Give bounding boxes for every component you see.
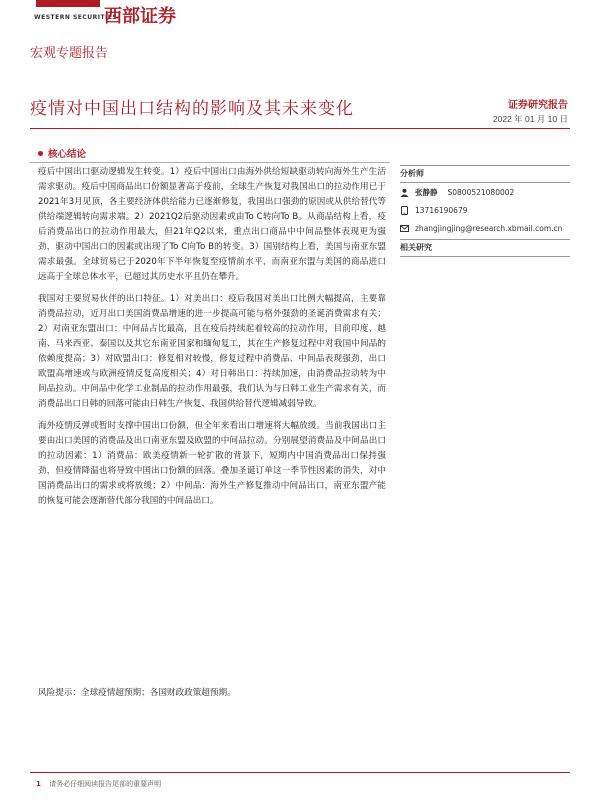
analyst-email[interactable]: zhangjingjing@research.xbmail.com.cn xyxy=(415,223,563,233)
analyst-phone: 13716190679 xyxy=(415,205,468,215)
logo-bar xyxy=(36,0,100,7)
footer-disclaimer: 请务必仔细阅读报告尾部的重要声明 xyxy=(49,780,162,788)
section-title: 核心结论 xyxy=(48,149,87,160)
logo-text-en: WESTERN SECURITIES xyxy=(34,14,118,21)
mail-icon xyxy=(400,224,409,233)
footer-divider xyxy=(30,772,570,773)
footer xyxy=(36,779,161,789)
sidebar xyxy=(400,165,570,257)
person-icon xyxy=(400,188,409,197)
paragraph: 我国对主要贸易伙伴的出口特征。1）对美出口：疫后我国对美出口比例大幅提高，主要靠消费品拉动，近月出口美国消费品增速的进一步提高可能与格外强劲的圣诞消费需求有关；2）对南亚东盟出口：中间品占比最高，且在疫后持续起着较高的拉动作用，目前印度、越南、马来西亚、泰国以及其它东南亚国家和缅甸复工，其在生产修复过程中对我国中间品的依赖度提高；3）对欧盟出口：修复相对较慢，修复过程中消费品、中间品表现强劲，出口欧盟高增速或与欧洲疫情反复高度相关；4）对日韩出口：持续加速，由消费品拉动转为中间品拉动。中间品中化学工业制品的拉动作用最强，我们认为与日韩工业生产需求有关，而消费品出口日韩的回落可能由日韩生产恢复、我国供给替代逻辑减弱导致。 xyxy=(38,294,386,409)
page-title: 疫情对中国出口结构的影响及其未来变化 xyxy=(30,99,354,119)
divider xyxy=(30,128,570,129)
analyst-heading: 分析师 xyxy=(400,169,424,178)
logo-text-cn: 西部证券 xyxy=(104,6,176,27)
paragraph: 海外疫情反弹或暂时支撑中国出口份额，但全年来看出口增速将大幅放缓。当前我国出口主要由出口美国的消费品及出口南亚东盟及欧盟的中间品拉动。分别展望消费品及中间品出口的拉动因素：1）消费品：欧美疫情新一轮扩散的背景下，短期内中国消费品出口保持强劲，但疫情降温也将导致中国出口份额的回落。叠加圣诞订单这一季节性因素的消失，对中国消费品出口的需求或将放缓；2）中间品：海外生产修复推动中间品出口，南亚东盟产能的恢复可能会逐渐替代部分我国的中间品出口。 xyxy=(38,421,386,506)
paragraph: 疫后中国出口驱动逻辑发生转变。1）疫后中国出口由海外供给短缺驱动转向海外生产生活需求驱动。疫后中国商品出口份额显著高于疫前，全球生产恢复对我国出口的拉动作用已于2021年3月见顶，各主要经济体供给能力已逐渐修复，我国出口强劲的原因或从供给替代等供给端逻辑转向需求端。2）2021Q2后驱动因素或由To C转向To B。从商品结构上看，疫后消费品出口的拉动作用最大，但21年Q2以来，重点出口商品中中间品整体表现更为强劲，驱动中国出口的因素或出现了To C向To B的转变。3）国别结构上看，美国与南亚东盟需求最强。全球贸易已于2020年下半年恢复至疫情前水平，而南亚东盟与美国的商品进口远高于全球总体水平，已超过其历史水平且仍在攀升。 xyxy=(38,167,386,282)
report-date: 2022 年 01 月 10 日 xyxy=(492,114,568,124)
section-divider xyxy=(30,162,390,163)
email-row xyxy=(400,219,570,237)
main-content xyxy=(38,165,386,516)
analyst-name-row xyxy=(400,183,570,201)
phone-row xyxy=(400,201,570,219)
report-type: 宏观专题报告 xyxy=(30,46,109,61)
analyst-name: 张静静 xyxy=(415,187,438,197)
bullet-icon xyxy=(38,151,43,156)
page-number: 1 xyxy=(36,780,41,788)
report-category-label: 证券研究报告 xyxy=(508,100,568,111)
sidebar-divider xyxy=(400,256,570,257)
analyst-id: S0800521080002 xyxy=(447,187,515,197)
risk-note: 风险提示：全球疫情超预期；各国财政政策超预期。 xyxy=(38,688,236,698)
related-research-heading: 相关研究 xyxy=(400,243,432,252)
phone-icon xyxy=(400,206,409,215)
